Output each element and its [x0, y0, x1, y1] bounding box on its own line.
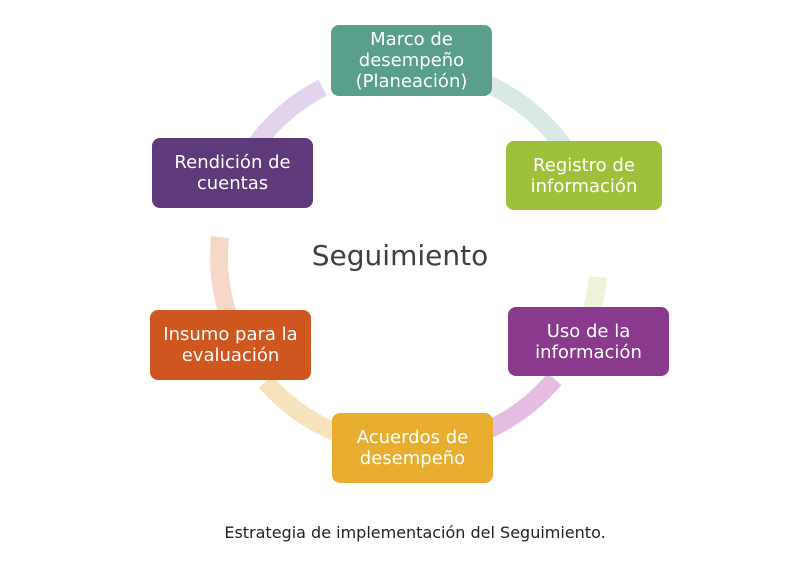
center-label: Seguimiento	[311, 239, 489, 272]
node-rendicion-de-cuentas: Rendición de cuentas	[152, 138, 313, 208]
node-registro-de-informacion: Registro de información	[506, 141, 662, 210]
figure-caption: Estrategia de implementación del Seguimiento.	[224, 523, 606, 542]
node-marco-de-desempeno: Marco de desempeño (Planeación)	[331, 25, 492, 96]
node-acuerdos-de-desempeno: Acuerdos de desempeño	[332, 413, 493, 483]
node-uso-de-la-informacion: Uso de la información	[508, 307, 669, 376]
node-insumo-para-la-evaluacion: Insumo para la evaluación	[150, 310, 311, 380]
